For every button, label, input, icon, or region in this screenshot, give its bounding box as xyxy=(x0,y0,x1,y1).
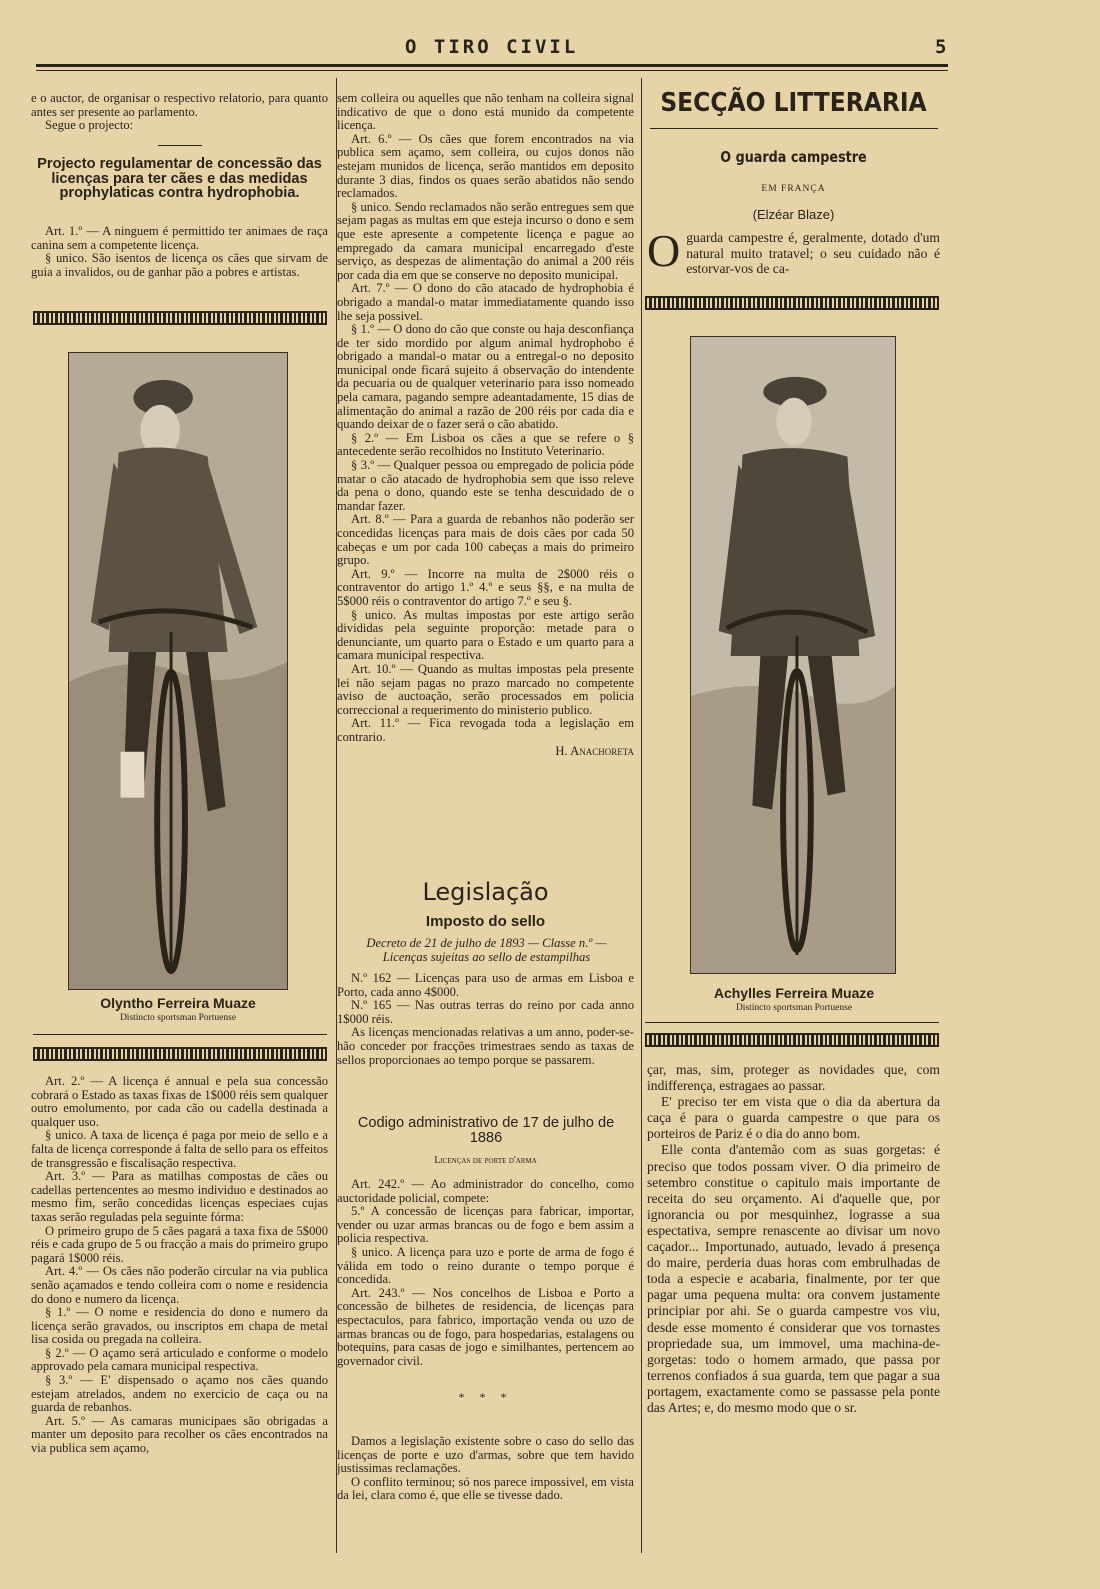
codigo-subtitle: Licenças de porte d'arma xyxy=(434,1155,537,1166)
article-paragraph: Art. 7.º — O dono do cão atacado de hydrophobia é obrigado a mandal-o matar immediatamente quando isso lhe seja possivel. xyxy=(337,281,634,323)
middle-top-text xyxy=(337,92,634,758)
story-title: O guarda campestre xyxy=(720,148,867,166)
cyclist-photo-right xyxy=(690,336,896,974)
article-paragraph: Art. 1.º — A ninguem é permittido ter animaes de raça canina sem a competente licença. xyxy=(31,224,328,252)
page-number: 5 xyxy=(935,36,947,58)
column-rule-2 xyxy=(641,78,642,1553)
left-bottom-text xyxy=(31,1075,328,1456)
header-rule xyxy=(36,64,948,67)
article-paragraph: sem colleira ou aquelles que não tenham na colleira signal indicativo de que o dono está munido da competente licença. xyxy=(337,91,634,133)
article-paragraph: § unico. A licença para uzo e porte de arma de fogo é válida em todo o reino durante o tempo porque é concedida. xyxy=(337,1244,634,1287)
ornament-divider xyxy=(645,1033,939,1047)
article-paragraph: Art. 10.º — Quando as multas impostas pela presente lei não sejam pagas no prazo marcado no competente aviso de auctoação, serão processados em policia correccional a requerimento do ministerio publico. xyxy=(337,661,634,717)
story-paragraph: çar, mas, sim, proteger as novidades que, com indifferença, estragaes ao passar. xyxy=(647,1062,940,1094)
thin-rule xyxy=(33,1034,327,1035)
article-paragraph: § 2.º — Em Lisboa os cães a que se refere o § antecedente serão recolhidos no Instituto Veterinario. xyxy=(337,430,634,459)
cyclist-figure-icon xyxy=(691,337,895,973)
article-paragraph: Art. 3.º — Para as matilhas compostas de cães ou cadellas pertencentes ao mesmo individuo e destinados ao mesmo fim, serão concedidas licenças especiaes cujas taxas serão reguladas pela seguinte fórma: xyxy=(31,1169,328,1224)
ornament-divider xyxy=(33,311,327,325)
article-paragraph: Art. 6.º — Os cães que forem encontrados na via publica sem açamo, sem colleira, ou cujos donos não estejam munidos de licença, serão mantidos em deposito durante 3 dias, findos os quaes serão abatidos não sendo reclamados. xyxy=(337,131,634,201)
codigo-closing xyxy=(337,1435,634,1503)
project-title: Projecto regulamentar de concessão das licenças para ter cães e das medidas prophylaticas contra hydrophobia. xyxy=(37,156,322,201)
section-title: SECÇÃO LITTERARIA xyxy=(660,88,927,118)
codigo-title: Codigo administrativo de 17 de julho de 1886 xyxy=(357,1115,615,1146)
cyclist-photo-left xyxy=(68,352,288,990)
photo-caption-left: Olyntho Ferreira Muaze xyxy=(100,995,256,1011)
section-rule xyxy=(650,128,938,129)
article-paragraph: 5.º A concessão de licenças para fabricar, importar, vender ou uzar armas brancas ou de fogo e bem assim a policia respectiva. xyxy=(337,1204,634,1246)
left-top-articles xyxy=(31,225,328,279)
short-rule xyxy=(158,145,202,146)
asterism: * * * xyxy=(458,1390,513,1404)
story-paragraph: E' preciso ter em vista que o dia da abertura da caça é para o guarda campestre o que para os porteiros de Pariz é o dia do anno bom. xyxy=(647,1094,940,1142)
legislacao-text xyxy=(337,972,634,1067)
article-paragraph: Art. 11.º — Fica revogada toda a legislação em contrario. xyxy=(337,716,634,744)
story-opening xyxy=(647,225,940,277)
article-paragraph: O primeiro grupo de 5 cães pagará a taxa fixa de 5$000 réis e cada grupo de 5 ou fracção a mais do primeiro grupo pagará 1$000 réis. xyxy=(31,1223,328,1265)
drop-cap: O xyxy=(647,225,681,276)
article-paragraph: N.º 162 — Licenças para uso de armas em Lisboa e Porto, cada anno 4$000. xyxy=(337,971,634,999)
article-paragraph: § unico. Sendo reclamados não serão entregues sem que sejam pagas as multas em que esteja incurso o dono e sem que este apresente a competente licença e pague ao empregado da camara municipal encarregado d'este serviço, as despezas de alimentação do animal a 200 réis por cada dia em que se conserve no deposito municipal. xyxy=(337,199,634,282)
codigo-text xyxy=(337,1178,634,1368)
article-paragraph: § unico. As multas impostas por este artigo serão divididas pela seguinte proporção: metade para o denunciante, um quarto para o Estado e um quarto para a camara municipal respectiva. xyxy=(337,607,634,663)
intro-paragraph: e o auctor, de organisar o respectivo relatorio, para quanto antes ser presente ao parlamento. xyxy=(31,91,328,119)
article-paragraph: As licenças mencionadas relativas a um anno, poder-se-hão conceder por fracções trimestraes sendo as taxas de sellos proporcionaes ao tempo porque se passarem. xyxy=(337,1025,634,1067)
cyclist-figure-icon xyxy=(69,353,287,989)
article-paragraph: § 1.º — O nome e residencia do dono e numero da licença serão gravados, ou inscriptos em chapa de metal lisa cosida ou pregada na colleira. xyxy=(31,1305,328,1347)
article-signature: H. Anachoreta xyxy=(555,743,634,758)
article-paragraph: Art. 243.º — Nos concelhos de Lisboa e Porto a concessão de bilhetes de residencia, de licenças para espectaculos, para fabrico, importação venda ou uzo de armas brancas ou de fogo, para hospedarias, estalagens ou botequins, para casas de jogo e similhantes, pertencem ao governador civil. xyxy=(337,1285,634,1368)
article-paragraph: Damos a legislação existente sobre o caso do sello das licenças de porte e uzo d'armas, sobre que tem havido justissimas reclamações. xyxy=(337,1434,634,1476)
photo-subcaption-right: Distincto sportsman Portuense xyxy=(735,1003,853,1013)
thin-rule xyxy=(645,1022,939,1023)
article-paragraph: § 3.º — Qualquer pessoa ou empregado de policia póde matar o cão atacado de hydrophobia sem que isso releve da pena o dono, quando este se tenha descuidado de o mandar fazer. xyxy=(337,458,634,513)
story-author: (Elzéar Blaze) xyxy=(752,207,835,222)
legislacao-subtitle: Imposto do sello xyxy=(425,913,546,930)
left-top-text xyxy=(31,92,328,133)
intro-paragraph: Segue o projecto: xyxy=(45,118,134,133)
article-paragraph: § unico. A taxa de licença é paga por meio de sello e a falta de licença corresponde á falta de sello para os effeitos de transgressão e fiscalisação respectiva. xyxy=(31,1128,328,1170)
story-opening-text: guarda campestre é, geralmente, dotado d'um natural muito tratavel; o seu cuidado não é estorvar-vos de ca- xyxy=(686,230,940,277)
article-paragraph: Art. 242.º — Ao administrador do concelho, como auctoridade policial, compete: xyxy=(337,1177,634,1205)
header-rule-thin xyxy=(36,70,948,71)
article-paragraph: O conflito terminou; só nos parece impossivel, em vista da lei, clara como é, que elle se tivesse dado. xyxy=(337,1474,634,1503)
article-paragraph: § unico. São isentos de licença os cães que sirvam de guia a invalidos, ou de ganhar pão a pobres e artistas. xyxy=(31,251,328,279)
article-paragraph: § 2.º — O açamo será articulado e conforme o modelo approvado pela camara municipal respectiva. xyxy=(31,1345,328,1374)
ornament-divider xyxy=(645,296,939,310)
article-paragraph: § 3.º — E' dispensado o açamo nos cães quando estejam atrelados, andem no exercicio de caça ou na guarda de rebanhos. xyxy=(31,1373,328,1415)
article-paragraph: § 1.º — O dono do cão que conste ou haja desconfiança de ter sido mordido por algum animal hydrophobo é obrigado a mandal-o matar ou a entregal-o no deposito municipal onde ficará sujeito á observação do intendente da pecuaria ou de qualquer veterinario para isso nomeado pela camara, pagando sempre adeantadamente, 15 dias de alimentação do animal a razão de 200 réis por cada dia e quando deixar de o fazer será o cão abatido. xyxy=(337,322,634,432)
photo-caption-right: Achylles Ferreira Muaze xyxy=(713,985,875,1001)
article-paragraph: Art. 2.º — A licença é annual e pela sua concessão cobrará o Estado as taxas fixas de 1$000 réis sem qualquer outro emolumento, por cada cão ou cadella destinada a qualquer uso. xyxy=(31,1074,328,1129)
article-paragraph: Art. 5.º — As camaras municipaes são obrigadas a manter um deposito para recolher os cães encontrados na via publica sem açamo, xyxy=(31,1413,328,1456)
story-place: EM FRANÇA xyxy=(761,184,826,194)
photo-subcaption-left: Distincto sportsman Portuense xyxy=(119,1013,237,1023)
article-paragraph: Art. 4.º — Os cães não poderão circular na via publica senão açamados e tendo colleira com o nome e residencia do dono e numero da licença. xyxy=(31,1264,328,1306)
article-paragraph: Art. 8.º — Para a guarda de rebanhos não poderão ser concedidas licenças para mais de dois cães por cada 50 cabeças e um por cada 100 cabeças a mais do primeiro grupo. xyxy=(337,512,634,568)
article-paragraph: N.º 165 — Nas outras terras do reino por cada anno 1$000 réis. xyxy=(337,998,634,1026)
legislacao-decree: Decreto de 21 de julho de 1893 — Classe n.º — Licenças sujeitas ao sello de estampilhas xyxy=(366,936,607,964)
legislacao-title: Legislação xyxy=(422,878,549,906)
ornament-divider xyxy=(33,1047,327,1061)
story-paragraph: Elle conta d'antemão com as suas gorgetas: é preciso que todos possam viver. O dia primeiro de setembro constitue o capitulo mais importante de receita do seu orçamento. Ai d'aquelle que, por ignorancia ou por mesquinhez, lograsse a sua espectativa, sempre renascente ao divisar um novo caçador... Importunado, autuado, levado á presença do maire, perderia duas horas com embrulhadas de toda a especie e acabaria, finalmente, por ter que pagar uma pequena multa: ora convem justamente principiar por ahi. Se o guarda campestre vos viu, desde esse momento é considerar que vos tornastes propriedade sua, um immovel, uma machina-de-gorgetas: todo o homem armado, que passa por terrenos confiados á sua guarda, tem que pagar a sua portagem, exactamente como se passasse pela ponte das Artes; e, do mesmo modo que o sr. xyxy=(647,1142,940,1415)
article-paragraph: Art. 9.º — Incorre na multa de 2$000 réis o contraventor do artigo 1.º 4.º e seus §§, e na multa de 5$000 réis o contraventor do artigo 7.º e seu §. xyxy=(337,566,634,608)
journal-title: O TIRO CIVIL xyxy=(405,36,579,58)
story-continuation xyxy=(647,1062,940,1416)
